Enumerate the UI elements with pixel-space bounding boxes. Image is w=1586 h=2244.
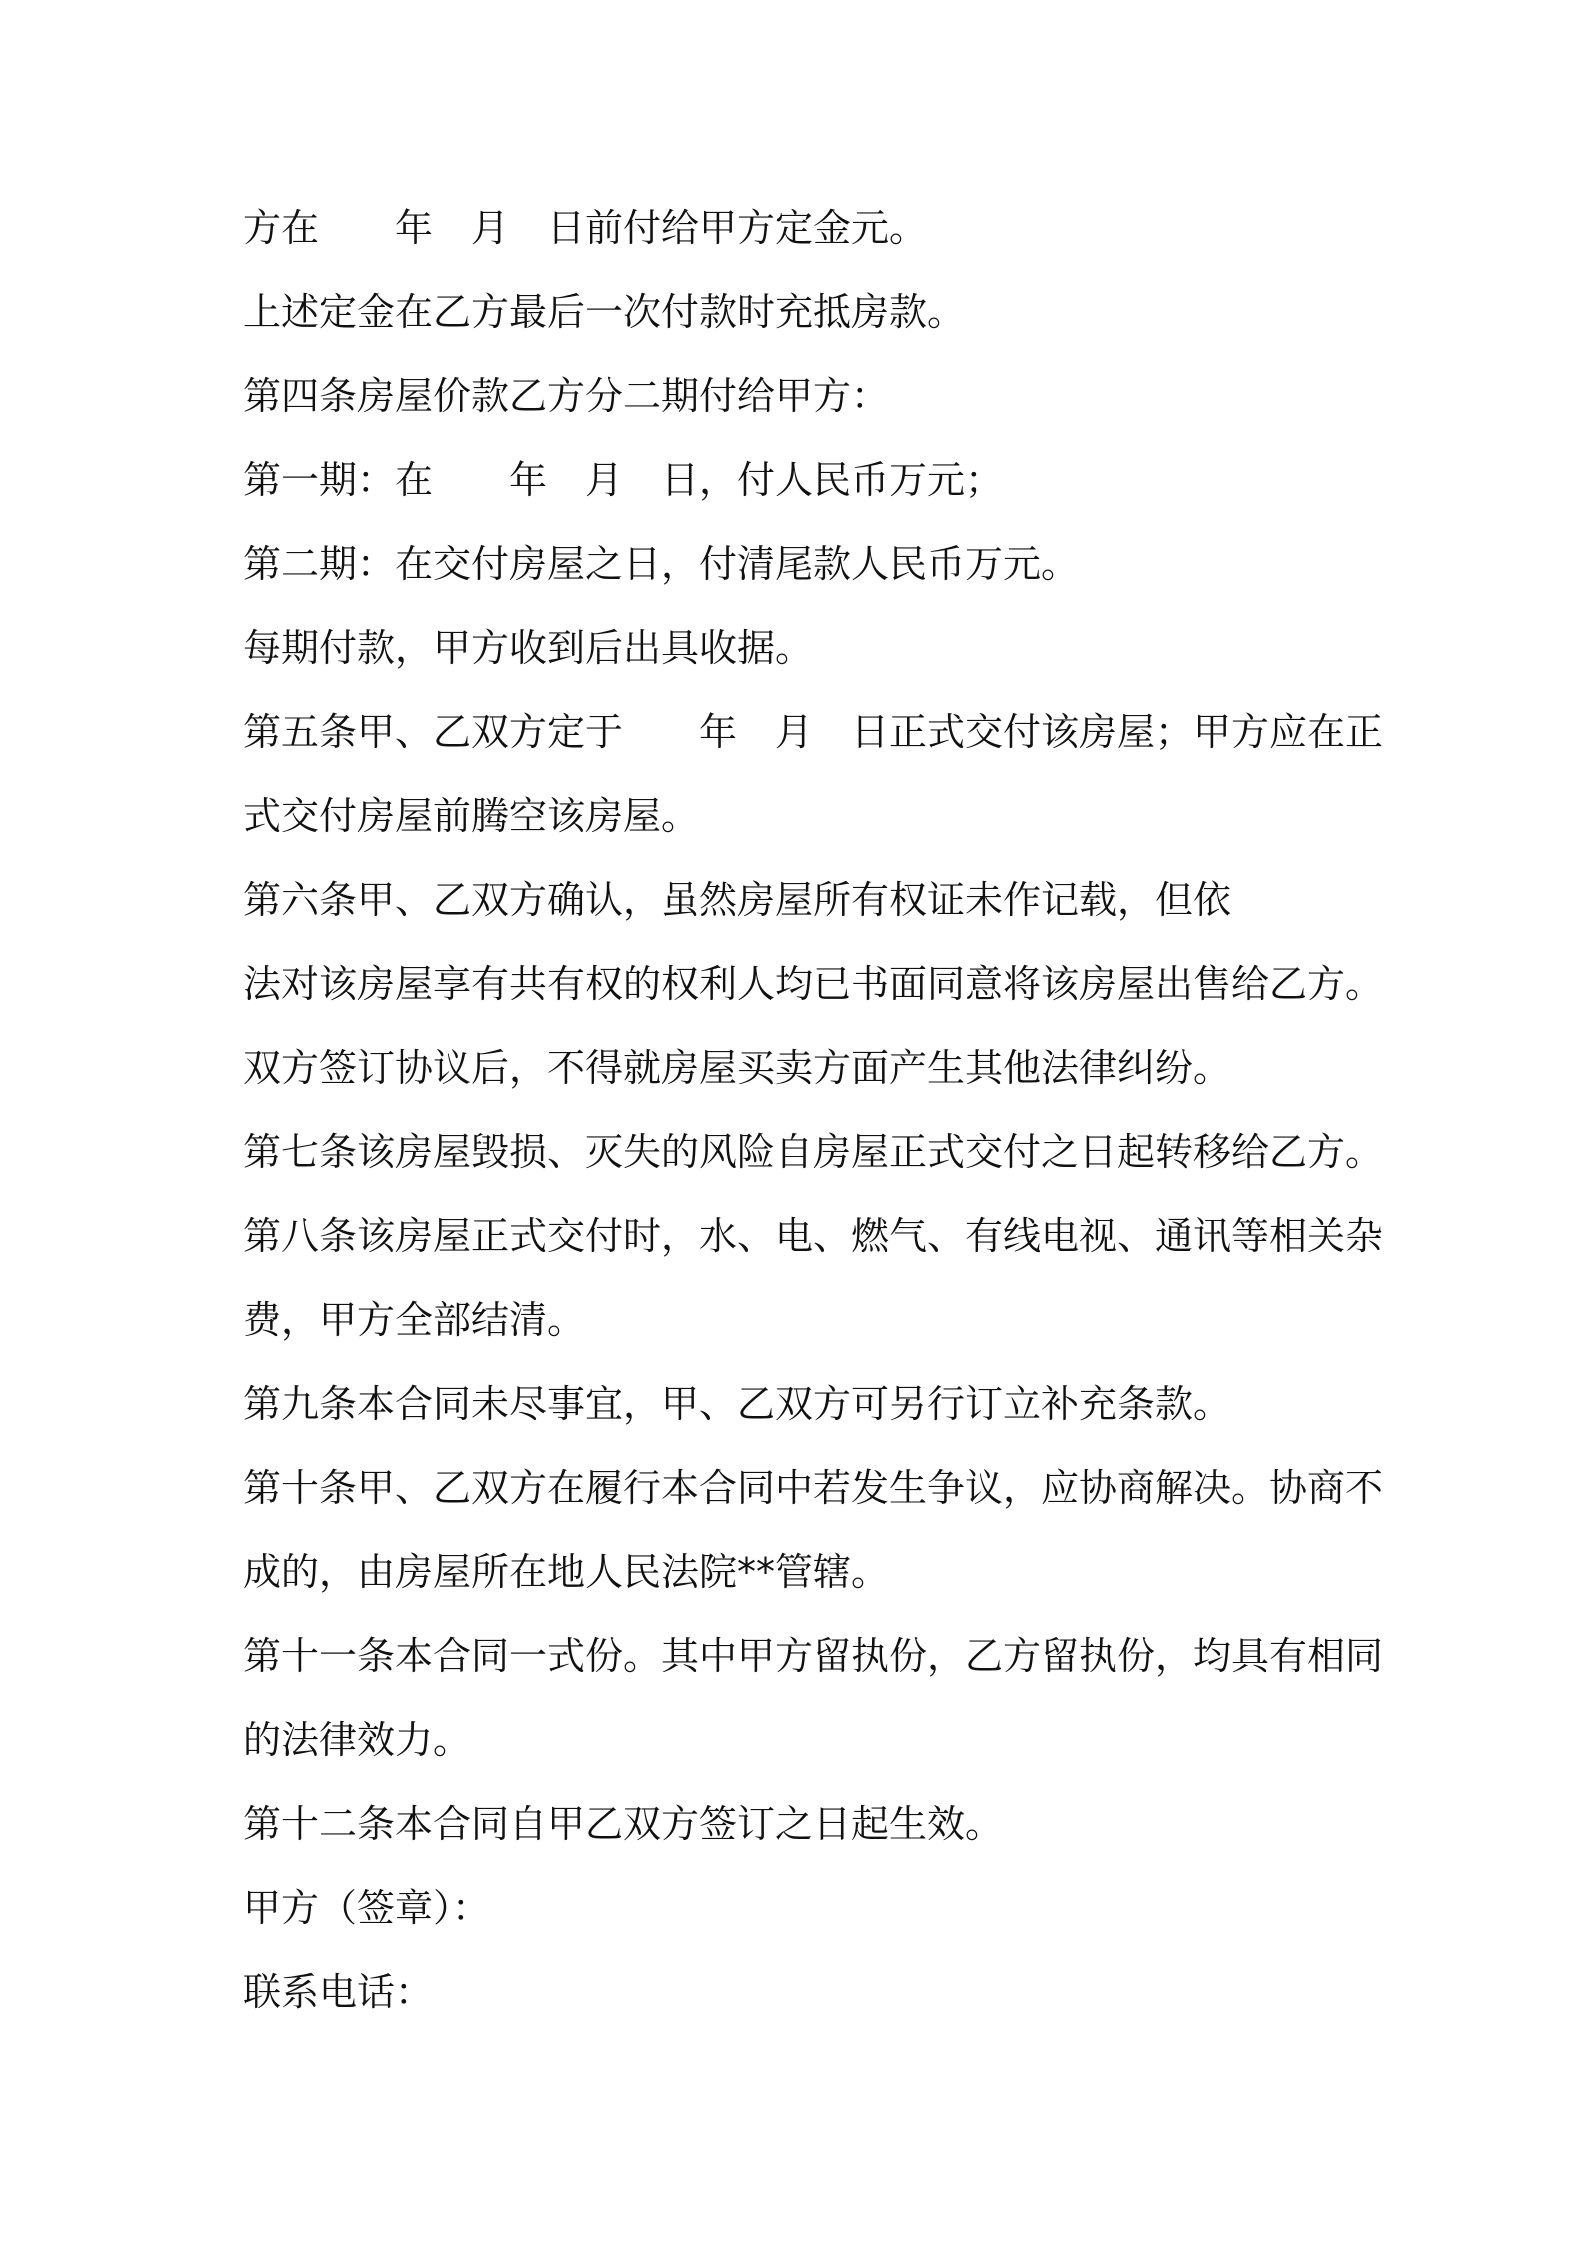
text-line: 上述定金在乙方最后一次付款时充抵房款。 <box>243 290 966 334</box>
text-line: 第十二条本合同自甲乙双方签订之日起生效。 <box>243 1802 1004 1846</box>
text-line: 方在 年 月 日前付给甲方定金元。 <box>243 206 928 250</box>
text-line: 联系电话： <box>243 1970 434 2014</box>
text-line: 双方签订协议后，不得就房屋买卖方面产生其他法律纠纷。 <box>243 1046 1232 1090</box>
text-line: 第四条房屋价款乙方分二期付给甲方： <box>243 374 890 418</box>
text-line: 式交付房屋前腾空该房屋。 <box>243 794 700 838</box>
text-line: 第一期：在 年 月 日，付人民币万元； <box>243 458 1004 502</box>
text-line: 费，甲方全部结清。 <box>243 1298 586 1342</box>
text-line: 第二期：在交付房屋之日，付清尾款人民币万元。 <box>243 542 1080 586</box>
text-line: 第十条甲、乙双方在履行本合同中若发生争议，应协商解决。协商不 <box>243 1466 1384 1510</box>
text-line: 法对该房屋享有共有权的权利人均已书面同意将该房屋出售给乙方。 <box>243 962 1384 1006</box>
text-line: 甲方（签章）： <box>243 1886 491 1930</box>
text-line: 第五条甲、乙双方定于 年 月 日正式交付该房屋；甲方应在正 <box>243 710 1384 754</box>
text-line: 第八条该房屋正式交付时，水、电、燃气、有线电视、通讯等相关杂 <box>243 1214 1384 1258</box>
text-line: 第十一条本合同一式份。其中甲方留执份，乙方留执份，均具有相同 <box>243 1634 1384 1678</box>
text-line: 成的，由房屋所在地人民法院**管辖。 <box>243 1550 890 1594</box>
text-line: 第九条本合同未尽事宜，甲、乙双方可另行订立补充条款。 <box>243 1382 1232 1426</box>
text-line: 第六条甲、乙双方确认，虽然房屋所有权证未作记载，但依 <box>243 878 1232 922</box>
text-line: 的法律效力。 <box>243 1718 472 1762</box>
text-line: 第七条该房屋毁损、灭失的风险自房屋正式交付之日起转移给乙方。 <box>243 1130 1384 1174</box>
text-line: 每期付款，甲方收到后出具收据。 <box>243 626 814 670</box>
